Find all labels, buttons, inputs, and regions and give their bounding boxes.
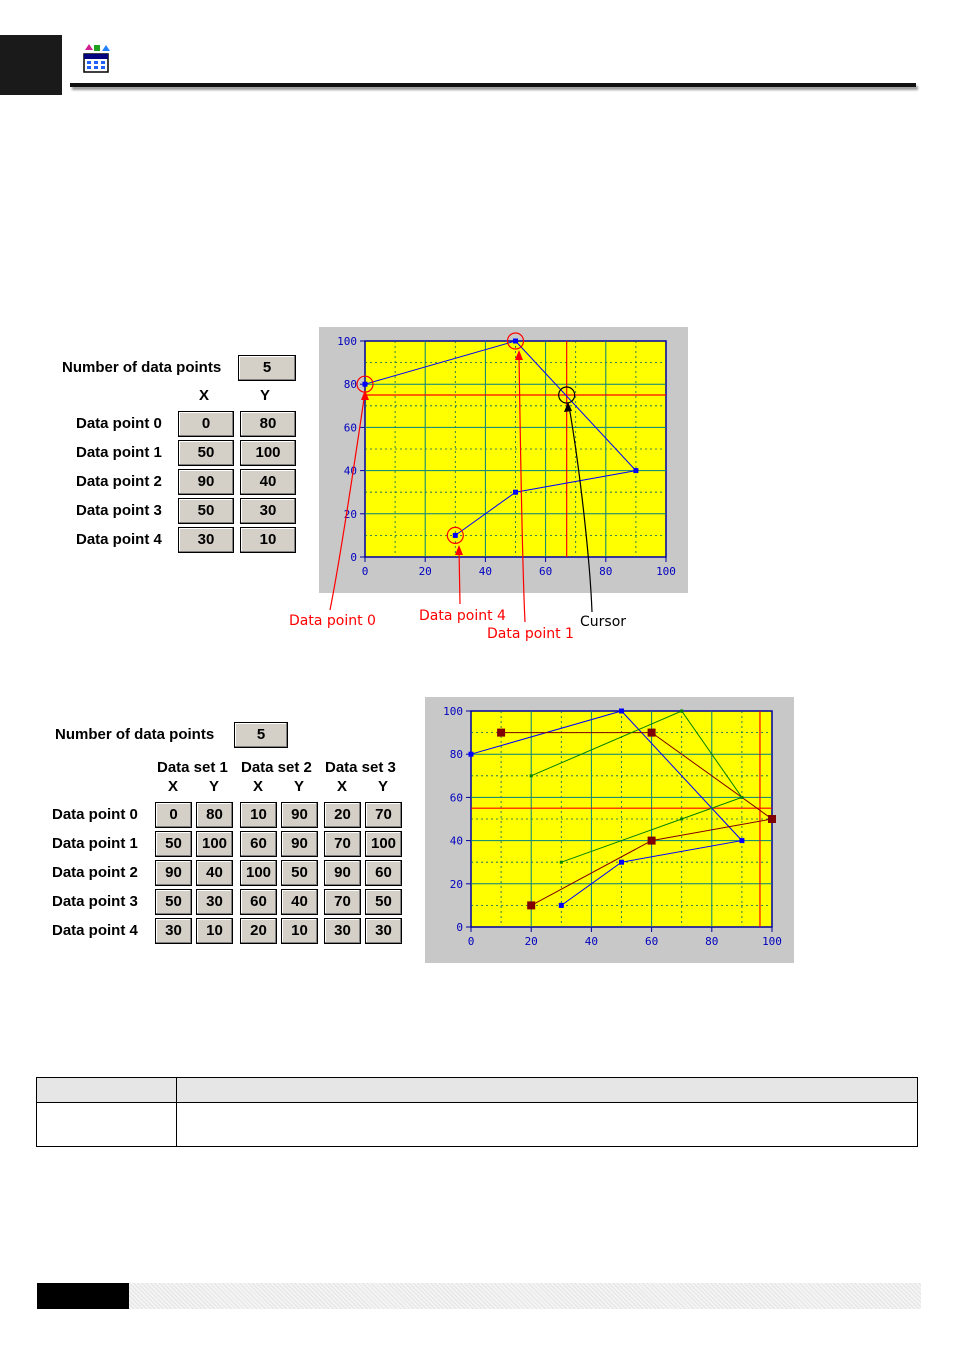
x-tick-label: 40	[478, 565, 493, 578]
y-tick-label: 20	[449, 877, 463, 891]
row-label: Data point 1	[52, 835, 138, 852]
column-x-header: X	[168, 778, 179, 795]
value-field[interactable]: 90	[155, 860, 192, 886]
y-tick-label: 20	[343, 507, 357, 521]
data-point-marker	[739, 838, 744, 843]
value-field[interactable]: 10	[281, 918, 318, 944]
chart-2	[425, 697, 794, 963]
y-tick-label: 100	[443, 705, 463, 718]
x-tick-label: 80	[599, 565, 613, 578]
data-point-marker	[680, 818, 683, 821]
y-tick-label: 100	[337, 335, 357, 348]
y-tick-label: 60	[343, 421, 357, 435]
value-field[interactable]: 50	[281, 860, 318, 886]
data-point-marker	[648, 837, 656, 845]
value-field[interactable]: 40	[196, 860, 233, 886]
value-field[interactable]: 20	[240, 918, 277, 944]
value-field[interactable]: 50	[365, 889, 402, 915]
point-y-field[interactable]: 40	[240, 469, 296, 495]
column-x-header: X	[337, 778, 348, 795]
info-table	[36, 1077, 918, 1147]
data-point-marker	[619, 860, 624, 865]
value-field[interactable]: 60	[240, 889, 277, 915]
row-label: Data point 4	[52, 922, 138, 939]
point-x-field[interactable]: 90	[178, 469, 234, 495]
data-point-marker	[559, 903, 564, 908]
data-set-header: Data set 2	[241, 759, 312, 776]
value-field[interactable]: 10	[196, 918, 233, 944]
row-label: Data point 4	[76, 531, 162, 548]
data-set-header: Data set 1	[157, 759, 228, 776]
value-field[interactable]: 0	[155, 802, 192, 828]
arrow-cursor	[569, 406, 592, 612]
num-points-field[interactable]: 5	[238, 355, 296, 381]
row-label: Data point 2	[76, 473, 162, 490]
row-label: Data point 3	[76, 502, 162, 519]
value-field[interactable]: 80	[196, 802, 233, 828]
point-x-field[interactable]: 50	[178, 498, 234, 524]
value-field[interactable]: 60	[365, 860, 402, 886]
point-x-field[interactable]: 50	[178, 440, 234, 466]
annotation-cursor: Cursor	[580, 614, 627, 630]
footer-page-block	[37, 1283, 129, 1309]
data-point-marker	[469, 752, 474, 757]
footer-bar	[129, 1283, 921, 1309]
point-y-field[interactable]: 30	[240, 498, 296, 524]
value-field[interactable]: 70	[324, 889, 361, 915]
value-field[interactable]: 100	[196, 831, 233, 857]
value-field[interactable]: 50	[155, 889, 192, 915]
column-y-header: Y	[294, 778, 305, 795]
data-point-marker	[527, 901, 535, 909]
arrow-dp0	[330, 392, 365, 610]
column-x-header: X	[199, 387, 210, 404]
point-x-field[interactable]: 0	[178, 411, 234, 437]
value-field[interactable]: 100	[240, 860, 277, 886]
x-tick-label: 100	[656, 565, 676, 578]
value-field[interactable]: 30	[365, 918, 402, 944]
row-label: Data point 3	[52, 893, 138, 910]
value-field[interactable]: 90	[324, 860, 361, 886]
x-tick-label: 40	[584, 935, 599, 948]
value-field[interactable]: 70	[365, 802, 402, 828]
data-point-marker	[648, 729, 656, 737]
row-label: Data point 0	[76, 415, 162, 432]
x-tick-label: 80	[705, 935, 719, 948]
column-y-header: Y	[260, 387, 271, 404]
y-tick-label: 40	[449, 834, 463, 848]
num-points-field-2[interactable]: 5	[234, 722, 288, 748]
point-x-field[interactable]: 30	[178, 527, 234, 553]
annotation-data-point-0: Data point 0	[289, 613, 376, 629]
annotation-data-point-4: Data point 4	[419, 608, 506, 624]
data-point-marker	[619, 709, 624, 714]
y-tick-label: 0	[456, 921, 463, 934]
x-tick-label: 20	[524, 935, 538, 948]
arrow-dp4	[459, 548, 460, 604]
point-y-field[interactable]: 100	[240, 440, 296, 466]
point-y-field[interactable]: 80	[240, 411, 296, 437]
value-field[interactable]: 40	[281, 889, 318, 915]
value-field[interactable]: 60	[240, 831, 277, 857]
row-label: Data point 0	[52, 806, 138, 823]
value-field[interactable]: 20	[324, 802, 361, 828]
arrow-dp1	[519, 354, 525, 622]
x-tick-label: 20	[418, 565, 432, 578]
table-column-divider	[176, 1078, 177, 1146]
x-tick-label: 60	[538, 565, 553, 578]
data-point-marker	[768, 815, 776, 823]
value-field[interactable]: 70	[324, 831, 361, 857]
y-tick-label: 80	[343, 378, 357, 392]
point-y-field[interactable]: 10	[240, 527, 296, 553]
x-tick-label: 0	[361, 565, 369, 578]
data-point-marker	[560, 861, 563, 864]
value-field[interactable]: 10	[240, 802, 277, 828]
data-point-marker	[530, 774, 533, 777]
y-tick-label: 40	[343, 464, 357, 478]
x-tick-label: 60	[644, 935, 659, 948]
row-label: Data point 2	[52, 864, 138, 881]
num-points-label-2: Number of data points	[55, 726, 215, 743]
data-point-marker	[680, 710, 683, 713]
value-field[interactable]: 90	[281, 802, 318, 828]
value-field[interactable]: 50	[155, 831, 192, 857]
x-tick-label: 100	[762, 935, 782, 948]
value-field[interactable]: 30	[324, 918, 361, 944]
annotation-data-point-1: Data point 1	[487, 626, 574, 642]
num-points-label: Number of data points	[62, 359, 222, 376]
y-tick-label: 60	[449, 791, 463, 805]
data-set-header: Data set 3	[325, 759, 396, 776]
value-field[interactable]: 100	[365, 831, 402, 857]
value-field[interactable]: 30	[196, 889, 233, 915]
y-tick-label: 0	[350, 551, 357, 564]
column-y-header: Y	[378, 778, 389, 795]
x-tick-label: 0	[467, 935, 475, 948]
value-field[interactable]: 90	[281, 831, 318, 857]
column-y-header: Y	[209, 778, 220, 795]
data-point-marker	[740, 796, 743, 799]
column-x-header: X	[253, 778, 264, 795]
value-field[interactable]: 30	[155, 918, 192, 944]
y-tick-label: 80	[449, 748, 463, 762]
data-point-marker	[497, 729, 505, 737]
table-header-row	[37, 1078, 917, 1103]
row-label: Data point 1	[76, 444, 162, 461]
